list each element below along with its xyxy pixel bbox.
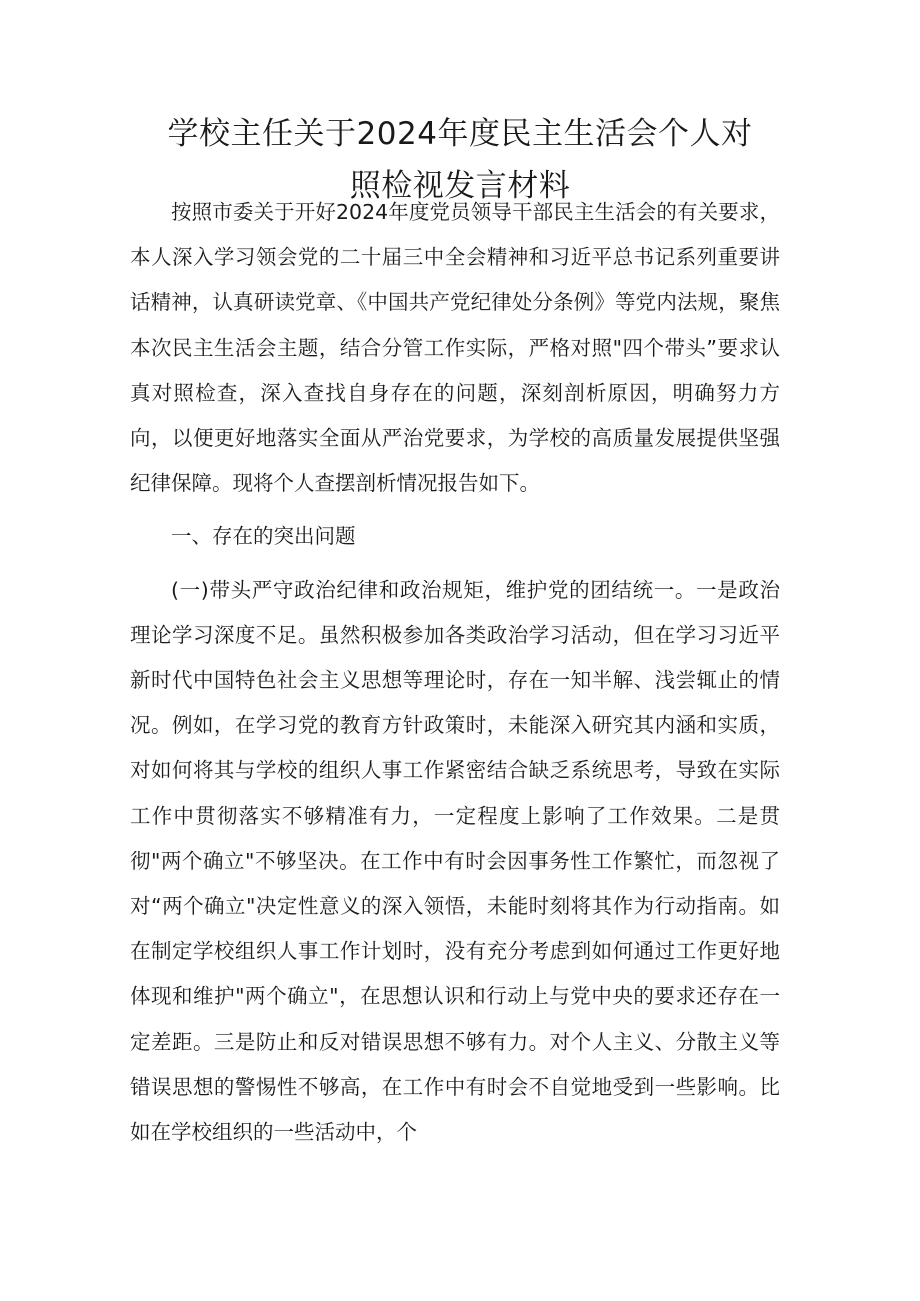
- section-paragraph: (一)带头严守政治纪律和政治规矩，维护党的团结统一。一是政治理论学习深度不足。虽然积极参加各类政治学习活动，但在学习习近平新时代中国特色社会主义思想等理论时，存在一知半解、浅尝辄止的情况。例如，在学习党的教育方针政策时，未能深入研究其内涵和实质，对如何将其与学校的组织人事工作紧密结合缺乏系统思考，导致在实际工作中贯彻落实不够精准有力，一定程度上影响了工作效果。二是贯彻"两个确立"不够坚决。在工作中有时会因事务性工作繁忙，而忽视了对“两个确立"决定性意义的深入领悟，未能时刻将其作为行动指南。如在制定学校组织人事工作计划时，没有充分考虑到如何通过工作更好地体现和维护"两个确立"，在思想认识和行动上与党中央的要求还存在一定差距。三是防止和反对错误思想不够有力。对个人主义、分散主义等错误思想的警惕性不够高，在工作中有时会不自觉地受到一些影响。比如在学校组织的一些活动中，个: [130, 577, 780, 1145]
- document-body: [130, 190, 780, 1155]
- section-heading: 一、存在的突出问题: [171, 524, 356, 549]
- intro-paragraph: 按照市委关于开好2024年度党员领导干部民主生活会的有关要求，本人深入学习领会党的二十届三中全会精神和习近平总书记系列重要讲话精神，认真研读党章、《中国共产党纪律处分条例》等党内法规，聚焦本次民主生活会主题，结合分管工作实际，严格对照"四个带头”要求认真对照检查，深入查找自身存在的问题，深刻剖析原因，明确努力方向，以便更好地落实全面从严治党要求，为学校的高质量发展提供坚强纪律保障。现将个人查摆剖析情况报告如下。: [130, 200, 780, 496]
- title-line-1: 学校主任关于2024年度民主生活会个人对: [167, 116, 753, 152]
- title-line-2: 照检视发言材料: [349, 168, 571, 204]
